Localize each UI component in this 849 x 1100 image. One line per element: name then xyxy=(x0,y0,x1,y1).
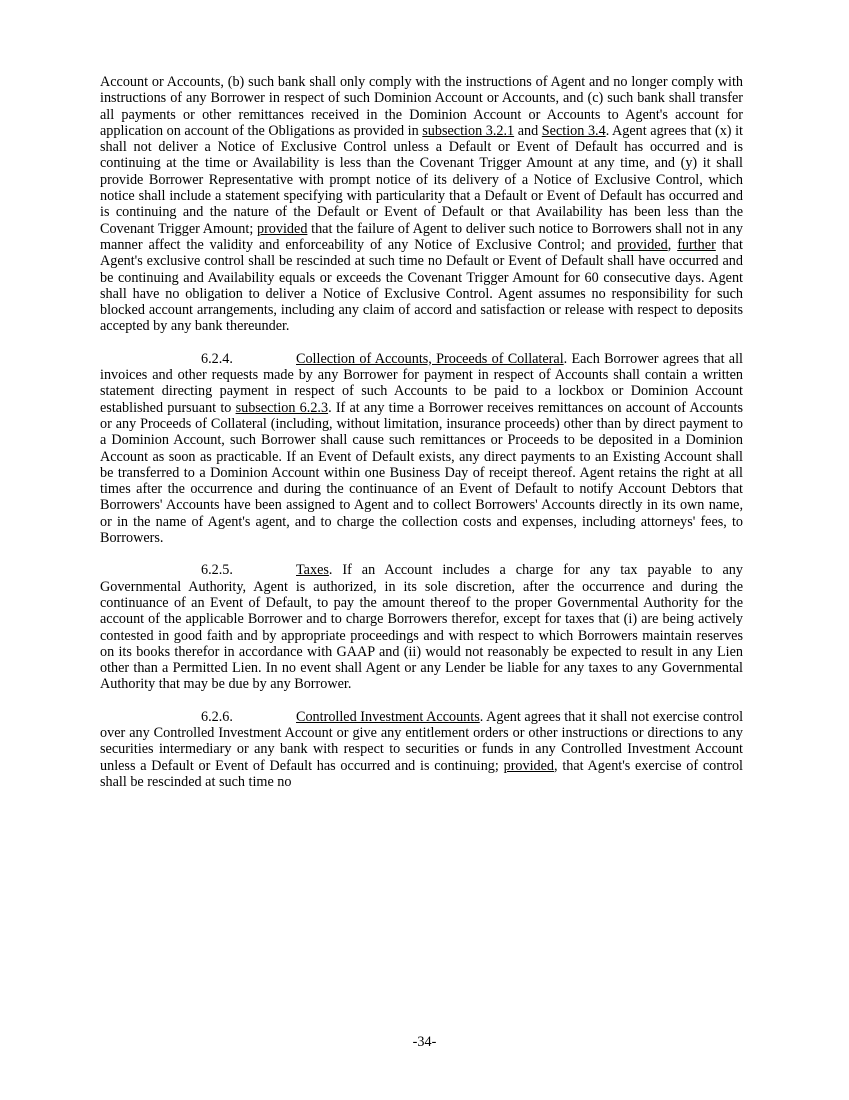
section-number: 6.2.5. xyxy=(201,562,233,579)
defined-term: provided xyxy=(256,220,308,237)
section-heading: Collection of Accounts, Proceeds of Collateral xyxy=(296,350,564,367)
defined-term: provided xyxy=(617,236,668,253)
section-number: 6.2.4. xyxy=(201,350,233,367)
section-6-2-4: 6.2.4. Collection of Accounts, Proceeds of Collateral. Each Borrower agrees that all invoices and other requests made by any Borrower for payment in respect of Accounts shall contain a written statement directing payment in respect of such Accounts to be paid to a lockbox or Dominion Account established pursuant to subsection 6.2.3. If at any time a Borrower receives remittances on account of Accounts or any Proceeds of Collateral (including, without limitation, insurance proceeds) other than by direct payment to a Dominion Account, such Borrower shall cause such remittances or Proceeds to be deposited in a Dominion Account as soon as practicable. If an Event of Default exists, any direct payments to an Existing Account shall be transferred to a Dominion Account within one Business Day of receipt thereof. Agent retains the right at all times after the occurrence and during the continuance of an Event of Default to notify Account Debtors that Borrowers' Accounts have been assigned to Agent and to collect Borrowers' Accounts directly in its own name, or in the name of Agent's agent, and to charge the collection costs and expenses, including attorneys' fees, to Borrowers. xyxy=(100,350,743,547)
defined-term: further xyxy=(677,236,716,253)
section-heading: Taxes xyxy=(296,562,329,579)
section-6-2-5: 6.2.5. Taxes. If an Account includes a charge for any tax payable to any Governmental Authority, Agent is authorized, in its sole discretion, after the occurrence and during the continuance of an Event of Default, to pay the amount thereof to the proper Governmental Authority for the account of the applicable Borrower and to charge Borrowers therefor, except for taxes that (i) are being actively contested in good faith and by appropriate proceedings and with respect to which Borrowers maintain reserves on its books therefor in accordance with GAAP and (ii) would not reasonably be expected to result in any Lien other than a Permitted Lien. In no event shall Agent or any Lender be liable for any taxes to any Governmental Authority that may be due by any Borrower. xyxy=(100,562,743,693)
paragraph-continued: Account or Accounts, (b) such bank shall only comply with the instructions of Agent and no longer comply with instructions of any Borrower in respect of such Dominion Account or Accounts, and (c) such bank shall transfer all payments or other remittances received in the Dominion Account or Accounts to Agent's account for application on account of the Obligations as provided in subsection 3.2.1 and Section 3.4. Agent agrees that (x) it shall not deliver a Notice of Exclusive Control unless a Default or Event of Default has occurred and is continuing at the time or Availability is less than the Covenant Trigger Amount at any time, and (y) it shall provide Borrower Representative with prompt notice of its delivery of a Notice of Exclusive Control, which notice shall include a statement specifying with particularity that a Default or Event of Default has occurred and is continuing and the nature of the Default or Event of Default or that Availability has been less than the Covenant Trigger Amount; provided that the failure of Agent to deliver such notice to Borrowers shall not in any manner affect the validity and enforceability of any Notice of Exclusive Control; and provided, further that Agent's exclusive control shall be rescinded at such time no Default or Event of Default shall have occurred and be continuing and Availability equals or exceeds the Covenant Trigger Amount for 60 consecutive days. Agent shall have no obligation to deliver a Notice of Exclusive Control. Agent assumes no responsibility for such blocked account arrangements, including any claim of accord and satisfaction or release with respect to deposits accepted by any bank thereunder. xyxy=(100,74,744,335)
section-6-2-6: 6.2.6. Controlled Investment Accounts. Agent agrees that it shall not exercise control over any Controlled Investment Account or give any entitlement orders or other instructions or directions to any securities intermediary or any bank with respect to securities or funds in any Controlled Investment Account unless a Default or Event of Default has occurred and is continuing; provided, that Agent's exercise of control shall be rescinded at such time no xyxy=(100,708,744,790)
section-number: 6.2.6. xyxy=(201,708,233,725)
document-body xyxy=(100,74,743,806)
defined-term: provided xyxy=(503,757,555,774)
section-heading: Controlled Investment Accounts xyxy=(296,708,480,725)
cross-reference: subsection 3.2.1 xyxy=(422,122,515,139)
cross-reference: subsection 6.2.3 xyxy=(235,399,329,416)
page-number: -34- xyxy=(412,1034,437,1050)
cross-reference: Section 3.4 xyxy=(541,122,606,139)
